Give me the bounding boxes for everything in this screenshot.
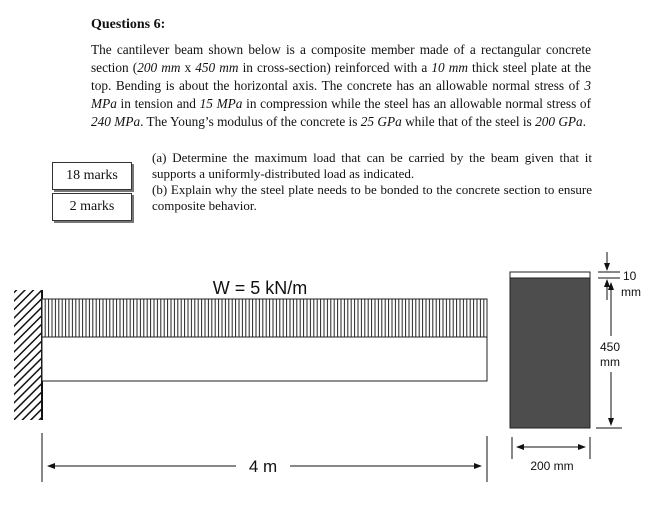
paragraph-text: in compression while the steel has an allowable normal stress of <box>242 96 592 111</box>
question-heading: Questions 6: <box>91 17 166 32</box>
paragraph-text: . <box>582 114 587 129</box>
paragraph-value: 200 GPa <box>535 114 583 129</box>
plate-thickness-unit: mm <box>621 285 641 299</box>
paragraph-value: 25 GPa <box>360 114 402 129</box>
concrete-section <box>510 278 590 428</box>
paragraph-value: 3 MPa <box>91 78 591 111</box>
paragraph-value: 10 mm <box>431 60 468 75</box>
steel-plate <box>510 272 590 278</box>
marks-box-b: 2 marks <box>52 193 132 221</box>
paragraph-text: while that of the steel is <box>401 114 536 129</box>
load-label: W = 5 kN/m <box>212 278 308 298</box>
part-a-text: (a) Determine the maximum load that can be carried by the beam given that it supports a uniformly-distributed load as indicated. <box>152 150 592 181</box>
span-label: 4 m <box>248 457 278 476</box>
paragraph-value: 200 mm <box>137 60 181 75</box>
paragraph-text: thick steel plate at the top. Bending is about the horizontal axis. The concrete has an allowable normal stress of <box>91 60 592 93</box>
fixed-support-wall <box>14 290 42 420</box>
beam <box>42 337 487 381</box>
udl-load-block <box>42 299 487 337</box>
section-width-label: 200 mm <box>530 459 574 473</box>
paragraph-value: 15 MPa <box>199 96 243 111</box>
paragraph-value: 240 MPa <box>91 114 141 129</box>
marks-box-a: 18 marks <box>52 162 132 190</box>
paragraph-text: The cantilever beam shown below is a composite member made of a rectangular concrete section ( <box>91 42 591 75</box>
paragraph-text: . The Young’s modulus of the concrete is <box>140 114 361 129</box>
part-b-text: (b) Explain why the steel plate needs to be bonded to the concrete section to ensure composite behavior. <box>152 182 592 213</box>
paragraph-text: x <box>180 60 196 75</box>
section-depth-unit: mm <box>600 355 620 369</box>
section-depth-value: 450 <box>600 340 621 354</box>
plate-thickness-value: 10 <box>623 269 637 283</box>
paragraph-text: in tension and <box>116 96 200 111</box>
paragraph-value: 450 mm <box>195 60 239 75</box>
paragraph-text: in cross-section) reinforced with a <box>238 60 432 75</box>
